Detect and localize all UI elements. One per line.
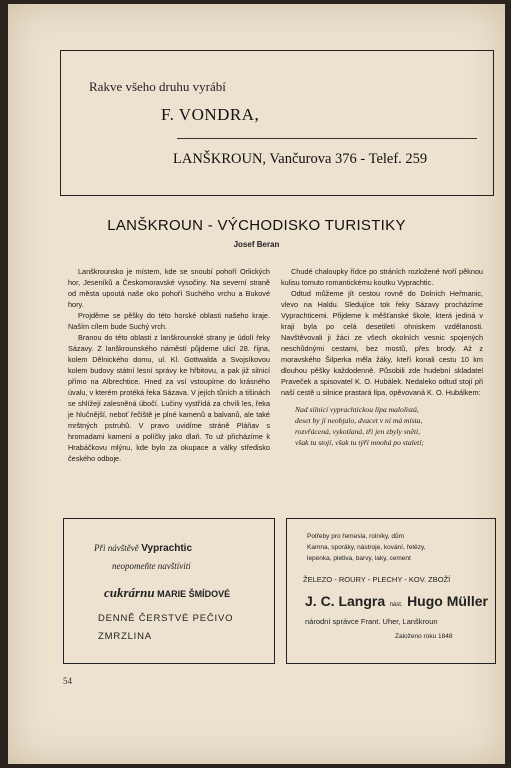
paragraph: Lanškrounsko je místem, kde se snoubí pohoří Orlických hor, Jeseníků a Českomoravské vysočiny. Na severní straně od města upoutá naše oko pohoří Suchého vrchu a Bukové hory. [68, 267, 270, 309]
advertisement-langr [286, 518, 496, 664]
ad-text: ZMRZLINA [98, 631, 152, 642]
advertisement-smidova [63, 518, 275, 664]
ad-text: Rakve všeho druhu vyrábí [89, 79, 226, 94]
page-number: 54 [63, 676, 72, 686]
advertisement-vondra [60, 50, 494, 196]
poem [281, 404, 483, 448]
ad-text: lepenka, pletiva, barvy, laky, cement [307, 555, 411, 562]
ad-text: národní správce Frant. Uher, Lanškroun [305, 617, 438, 626]
ad-text: Kamna, sporáky, nástroje, kování, řetězy, [307, 544, 426, 551]
article-column-left [68, 266, 270, 464]
ad-line [94, 543, 192, 554]
ad-text: DENNĚ ČERSTVÉ PEČIVO [98, 613, 234, 624]
ad-line [104, 585, 230, 601]
paragraph: Odtud můžeme jít cestou rovně do Dolních Heřmanic, vlevo na Haldu. Sledujíce tok řeky Sázavy procházíme Vyprachticemi. Přijdeme k měšťanské škole, která jediná v kraji byla po celá desetiletí ohniskem vzdělanosti. Navštěvovali ji žáci ze všech okolních vesnic spojených neschůdnými cestami, bez mostů, přes brody. Až z moravského Šilperka měla žáky, kteří konali cestu 10 km dlouhou pěšky každodenně. Působili zde hudební skladatel Praveček a spisovatel K. O. Hubálek. Nedaleko odtud stojí při naší cestě u silnice prastará lípa, opěvovaná K. O. Hubálkem: [281, 289, 483, 397]
ad-text: Při návštěvě [94, 543, 139, 553]
paragraph: Projděme se pěšky do této horské oblasti našeho kraje. Naším cílem bude Suchý vrch. [68, 311, 270, 331]
article-author: Josef Beran [233, 240, 280, 249]
divider [177, 138, 477, 139]
ad-place: Vyprachtic [141, 543, 193, 554]
ad-company-name: J. C. Langra [305, 593, 386, 609]
ad-owner: MARIE ŠMÍDOVÉ [157, 589, 231, 599]
ad-line [305, 593, 488, 611]
ad-owner: Hugo Müller [407, 593, 488, 609]
paragraph: Branou do této oblasti z lanškrounské strany je údolí řeky Sázavy. Z lanškrounského náměstí půjdeme ulicí 28. října, kolem Dělnického domu, ul. Kl. Gottwalda a Svojsíkovou kolem budovy státní lesní správy ke hřbitovu, a pak již silnicí přímo na Albrechtice. Hned za vsí vstoupíme do krásného úvalu, v kterém protéká řeka Sázava. V jejích tůních a tišinách se shlížejí zalesněná úbočí. Lučiny vystřídá za chvíli les, řeka je hlučnější, neboť řečiště je plné kamenů a balvanů, ale také mrštných pstruhů. V pravo uvidíme stráně Pláňav s hromadami kamení a políčky jako dlaň. To už přicházíme k Hrabáčkovu mlýnu, kde bylo za okupace a války středisko českého odboje. [68, 333, 270, 463]
ad-address: LANŠKROUN, Vančurova 376 - Telef. 259 [173, 151, 428, 167]
poem-line: rozvřácená, vykotlaná, tři jen zbyly snětí, [295, 427, 420, 436]
poem-line: Nad silnicí vyprachtickou lípa malolistá, [295, 405, 419, 414]
ad-text: ŽELEZO - ROURY - PLECHY - KOV. ZBOŽÍ [303, 575, 451, 584]
article-column-right [281, 266, 483, 448]
poem-line: však tu stojí, však tu týří mnohá po staletí; [295, 438, 424, 447]
ad-text: nást. [389, 602, 403, 608]
paragraph: Chudé chaloupky řídce po stráních rozložené tvoří pěknou kulisu tomuto romantickému koutku Vyprachtic. [281, 267, 483, 287]
ad-shop-type: cukrárnu [104, 585, 155, 600]
ad-company-name: F. VONDRA, [161, 105, 260, 124]
page [8, 4, 505, 764]
article-title: LANŠKROUN - VÝCHODISKO TURISTIKY [107, 217, 406, 234]
poem-line: deset by jí neobjalo, dvacet v ní má místa, [295, 416, 423, 425]
ad-text: Založeno roku 1848 [395, 633, 453, 640]
ad-text: neopomeňte navštíviti [112, 561, 191, 571]
ad-text: Potřeby pro řemesla, rolníky, dům [307, 533, 405, 540]
